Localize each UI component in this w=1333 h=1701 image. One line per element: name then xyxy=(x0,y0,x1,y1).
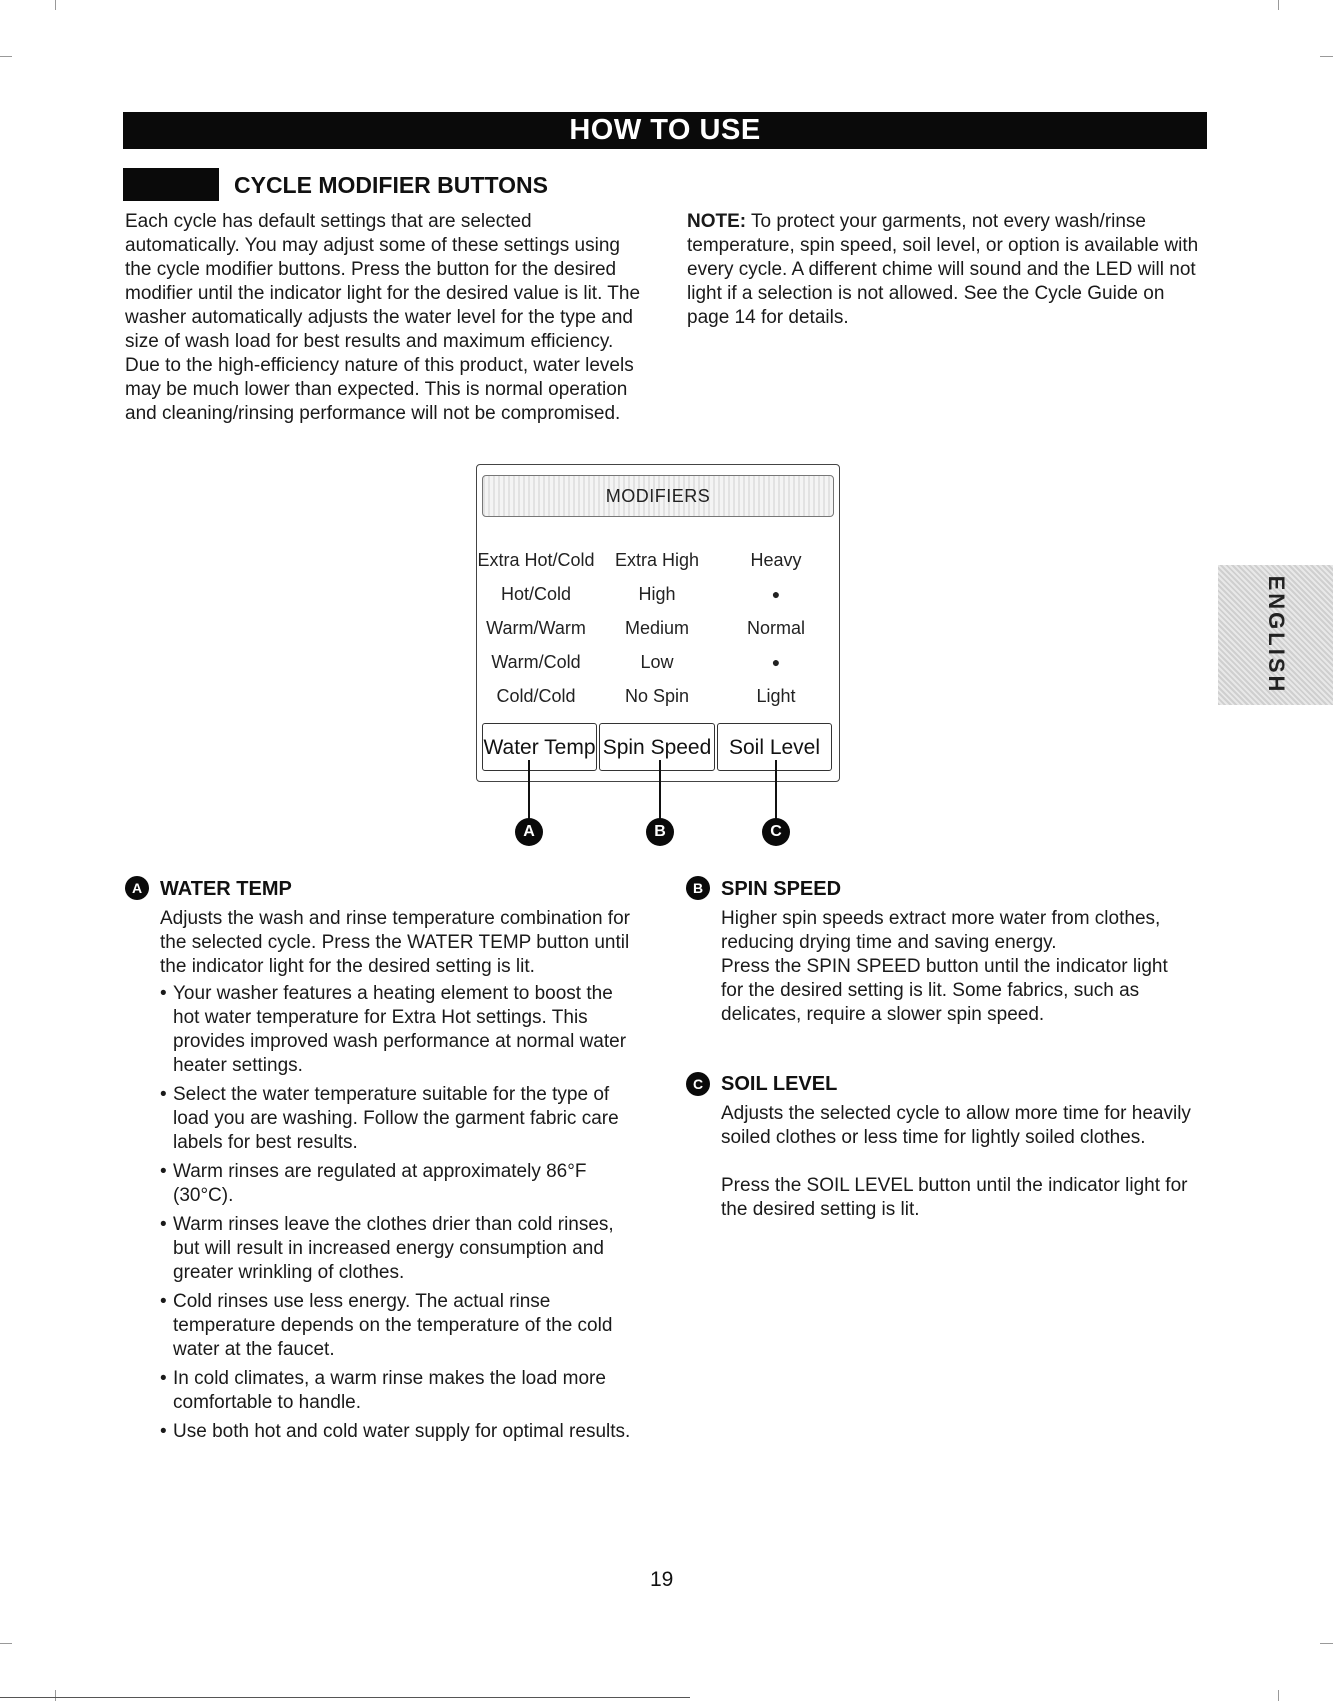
water-temp-button: Water Temp xyxy=(482,723,597,771)
modifiers-panel-illustration xyxy=(476,464,840,782)
list-item: • Your washer features a heating element to boost the hot water temperature for Extra Hot settings. This provides improved wash performance at normal water heater settings. xyxy=(160,983,627,1076)
spin-speed-options xyxy=(597,543,717,713)
indicator-dot: ● xyxy=(771,654,781,670)
list-item: • Warm rinses leave the clothes drier than cold rinses, but will result in increased energy consumption and greater wrinkling of clothes. xyxy=(160,1214,614,1283)
section-marker xyxy=(123,168,219,201)
intro-paragraph: Each cycle has default settings that are selected automatically. You may adjust some of these settings using the cycle modifier buttons. Press the button for the desired modifier until the indicator light for the desired value is lit. The washer automatically adjusts the water level for the type and size of wash load for best results and maximum efficiency. Due to the high-efficiency nature of this product, water levels may be much lower than expected. This is normal operation and cleaning/rinsing performance will not be compromised. xyxy=(125,211,641,424)
note-label: NOTE: xyxy=(687,211,747,232)
spin-speed-instructions: Press the SPIN SPEED button until the indicator light for the desired setting is lit. Some fabrics, such as delicates, require a slower spin speed. xyxy=(721,956,1168,1025)
soil-level-instructions: Press the SOIL LEVEL button until the indicator light for the desired setting is lit. xyxy=(721,1175,1188,1220)
option-label: No Spin xyxy=(624,686,690,706)
page-header: HOW TO USE xyxy=(123,112,1207,149)
option-label: High xyxy=(638,584,676,604)
list-item: • Select the water temperature suitable for the type of load you are washing. Follow the garment fabric care labels for best results. xyxy=(160,1084,619,1153)
spin-speed-title: SPIN SPEED xyxy=(721,878,842,900)
callout-badge-b: B xyxy=(646,818,674,846)
option-label: Normal xyxy=(746,618,805,638)
crop-mark xyxy=(0,1643,12,1644)
section-title: CYCLE MODIFIER BUTTONS xyxy=(234,172,548,198)
callout-badge-a: A xyxy=(515,818,543,846)
spin-speed-button: Spin Speed xyxy=(599,723,715,771)
soil-level-button: Soil Level xyxy=(717,723,832,771)
spin-speed-badge: B xyxy=(686,876,710,900)
option-label: Warm/Cold xyxy=(491,652,581,672)
crop-mark xyxy=(1278,1690,1279,1701)
water-temp-bullets xyxy=(160,982,640,1449)
crop-mark xyxy=(1320,56,1333,57)
water-temp-badge: A xyxy=(125,876,149,900)
water-temp-desc: Adjusts the wash and rinse temperature combination for the selected cycle. Press the WATER TEMP button until the indicator light for the desired setting is lit. xyxy=(160,908,630,977)
language-tab-label: ENGLISH xyxy=(1263,575,1289,695)
soil-level-title: SOIL LEVEL xyxy=(721,1073,838,1095)
option-label: Warm/Warm xyxy=(486,618,586,638)
list-item: • Warm rinses are regulated at approximately 86°F (30°C). xyxy=(160,1161,587,1206)
option-label: Hot/Cold xyxy=(500,584,572,604)
note-paragraph xyxy=(687,210,1207,330)
option-label: Extra High xyxy=(614,550,700,570)
indicator-dot: ● xyxy=(771,586,781,602)
bottom-rule xyxy=(0,1697,690,1698)
language-tab xyxy=(1218,565,1333,705)
soil-level-badge: C xyxy=(686,1072,710,1096)
callout-line-b xyxy=(659,760,661,824)
option-label: Extra Hot/Cold xyxy=(477,550,595,570)
panel-title: MODIFIERS xyxy=(482,475,834,517)
list-item: • Cold rinses use less energy. The actual rinse temperature depends on the temperature of the cold water at the faucet. xyxy=(160,1291,613,1360)
crop-mark xyxy=(1278,0,1279,10)
option-label: Medium xyxy=(624,618,690,638)
option-label: Light xyxy=(756,686,796,706)
note-text: To protect your garments, not every wash/rinse temperature, spin speed, soil level, or option is available with every cycle. A different chime will sound and the LED will not light if a selection is not allowed. See the Cycle Guide on page 14 for details. xyxy=(687,211,1199,328)
callout-badge-c: C xyxy=(762,818,790,846)
callout-line-a xyxy=(528,760,530,824)
crop-mark xyxy=(0,56,12,57)
water-temp-options xyxy=(476,543,596,713)
water-temp-title: WATER TEMP xyxy=(160,878,292,900)
list-item: • Use both hot and cold water supply for optimal results. xyxy=(160,1421,631,1442)
callout-line-c xyxy=(775,760,777,824)
crop-mark xyxy=(55,1690,56,1701)
spin-speed-desc: Higher spin speeds extract more water from clothes, reducing drying time and saving energy. xyxy=(721,908,1161,953)
soil-level-desc: Adjusts the selected cycle to allow more time for heavily soiled clothes or less time for lightly soiled clothes. xyxy=(721,1103,1191,1148)
page-number: 19 xyxy=(650,1568,674,1591)
crop-mark xyxy=(1320,1643,1333,1644)
soil-level-options xyxy=(716,543,836,713)
option-label: Cold/Cold xyxy=(496,686,576,706)
list-item: • In cold climates, a warm rinse makes the load more comfortable to handle. xyxy=(160,1368,606,1413)
crop-mark xyxy=(55,0,56,10)
option-label: Low xyxy=(640,652,674,672)
option-label: Heavy xyxy=(750,550,802,570)
